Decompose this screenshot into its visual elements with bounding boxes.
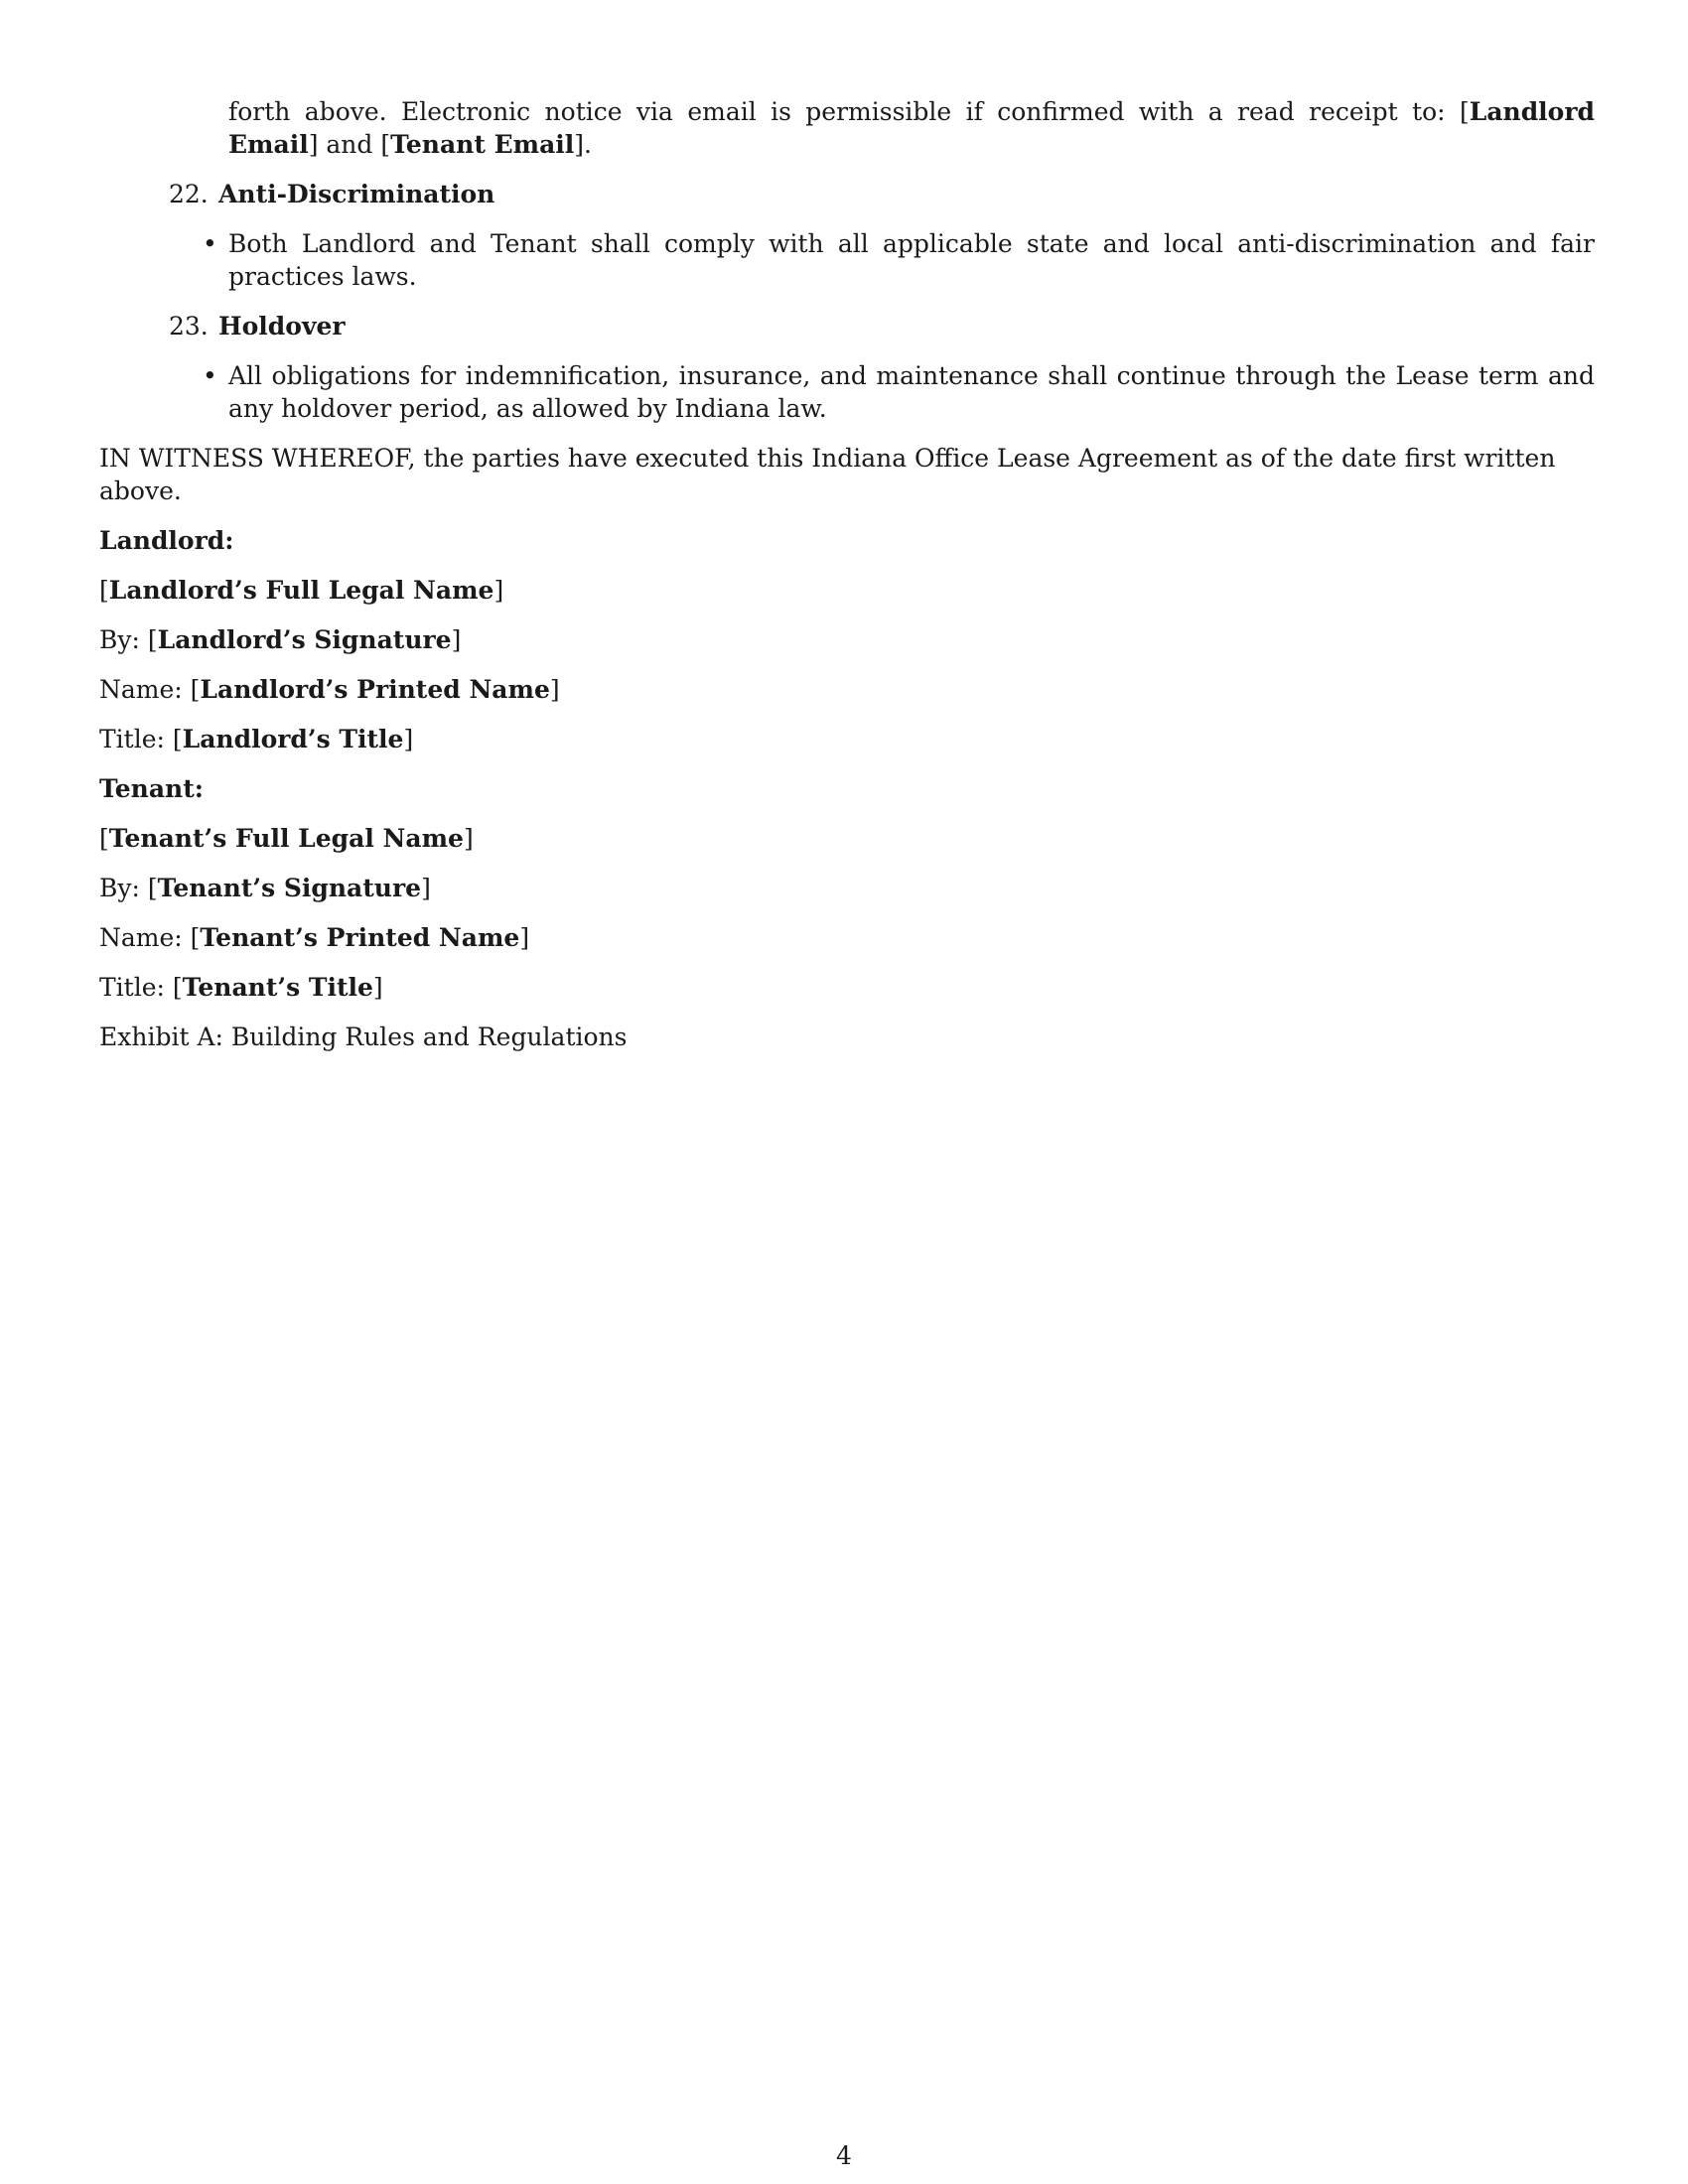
section-23-bullet — [203, 359, 1595, 425]
landlord-heading: Landlord: — [99, 526, 234, 555]
notice-text-after: ]. — [574, 130, 592, 159]
notice-text-before: forth above. Electronic notice via email is permissible if confirmed with a read receipt to: [ — [228, 97, 1470, 126]
landlord-printed-name-line: Name: [Landlord’s Printed Name] — [99, 675, 560, 704]
section-title: Holdover — [218, 312, 346, 341]
exhibit-reference: Exhibit A: Building Rules and Regulations — [99, 1023, 628, 1051]
notice-text-middle: ] and [ — [308, 130, 391, 159]
page-number: 4 — [836, 2141, 852, 2170]
tenant-email-placeholder: Tenant Email — [390, 130, 575, 159]
landlord-signature-line: By: [Landlord’s Signature] — [99, 625, 462, 654]
witness-statement: IN WITNESS WHEREOF, the parties have executed this Indiana Office Lease Agreement as of the date first written above. — [99, 444, 1556, 505]
section-22-heading — [169, 178, 1595, 210]
section-22-bullet — [203, 227, 1595, 293]
tenant-full-legal-name: [Tenant’s Full Legal Name] — [99, 824, 474, 853]
landlord-title-line: Title: [Landlord’s Title] — [99, 725, 414, 753]
tenant-title-line: Title: [Tenant’s Title] — [99, 973, 383, 1002]
bullet-icon: • — [203, 361, 217, 390]
bullet-icon: • — [203, 229, 217, 258]
section-title: Anti-Discrimination — [218, 180, 495, 208]
tenant-signature-line: By: [Tenant’s Signature] — [99, 874, 431, 902]
document-page — [99, 95, 1595, 1070]
landlord-full-legal-name: [Landlord’s Full Legal Name] — [99, 576, 504, 605]
bullet-text: All obligations for indemnification, insurance, and maintenance shall continue through the Lease term and any holdover period, as allowed by Indiana law. — [228, 361, 1595, 423]
tenant-printed-name-line: Name: [Tenant’s Printed Name] — [99, 923, 530, 952]
section-number: 22. — [169, 180, 209, 208]
bullet-text: Both Landlord and Tenant shall comply with all applicable state and local anti-discrimination and fair practices laws. — [228, 229, 1595, 291]
notice-continuation-paragraph — [228, 95, 1595, 161]
section-23-heading — [169, 310, 1595, 342]
section-number: 23. — [169, 312, 209, 341]
tenant-heading: Tenant: — [99, 774, 204, 803]
landlord-email-placeholder: Landlord Email — [228, 97, 1595, 159]
